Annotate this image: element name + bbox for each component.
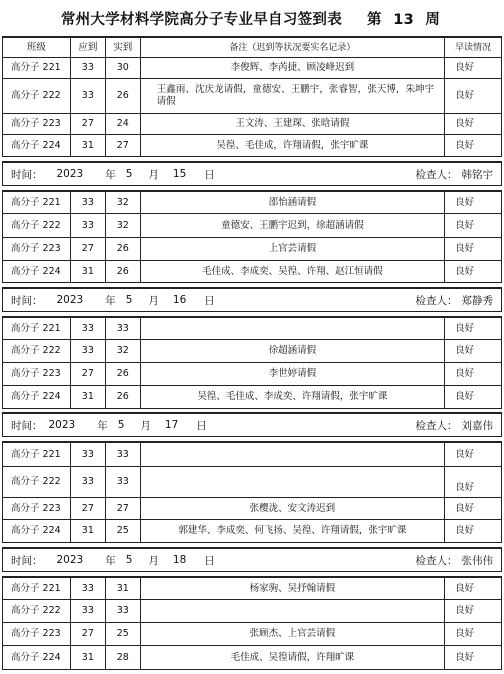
table-row <box>2 238 502 261</box>
note-cell: 李俊辉、李芮捷、顾凌峰迟到 <box>141 58 445 79</box>
class-cell: 高分子 223 <box>3 498 71 520</box>
class-cell: 高分子 221 <box>3 318 71 340</box>
actual-cell: 32 <box>106 214 141 238</box>
actual-cell: 32 <box>106 192 141 214</box>
note-cell: 毛佳成、吴徨请假，许翔旷课 <box>141 646 445 670</box>
month-value: 5 <box>117 419 125 431</box>
year-value: 2023 <box>56 294 84 306</box>
actual-cell: 26 <box>106 238 141 261</box>
class-cell: 高分子 224 <box>3 135 71 157</box>
actual-cell: 26 <box>106 386 141 409</box>
due-cell: 33 <box>71 192 106 214</box>
class-cell: 高分子 222 <box>3 600 71 623</box>
table-row <box>2 386 502 409</box>
due-cell: 31 <box>71 520 106 543</box>
header-status: 早读情况 <box>445 38 502 58</box>
date-inspector-row: 时间： 2023 年 5 月 18 日 检查人： 张伟伟 <box>2 547 502 572</box>
table-row <box>2 646 502 670</box>
week-label: 第 13 周 <box>367 11 441 28</box>
actual-cell: 25 <box>106 623 141 646</box>
table-row <box>2 498 502 520</box>
due-cell: 33 <box>71 467 106 498</box>
status-cell: 良好 <box>445 192 502 214</box>
table-row <box>2 135 502 157</box>
due-cell: 27 <box>71 623 106 646</box>
status-cell: 良好 <box>445 498 502 520</box>
status-cell: 良好 <box>445 600 502 623</box>
due-cell: 27 <box>71 114 106 135</box>
note-cell <box>141 600 445 623</box>
status-cell: 良好 <box>445 646 502 670</box>
due-cell: 31 <box>71 646 106 670</box>
year-value: 2023 <box>56 168 84 180</box>
note-cell: 童德安、王鹏宇迟到，徐超涵请假 <box>141 214 445 238</box>
class-cell: 高分子 222 <box>3 214 71 238</box>
class-cell: 高分子 223 <box>3 623 71 646</box>
table-row <box>2 623 502 646</box>
actual-cell: 26 <box>106 363 141 386</box>
table-row <box>2 467 502 498</box>
table-row <box>2 316 502 340</box>
day-value: 15 <box>172 168 187 180</box>
status-cell: 良好 <box>445 386 502 409</box>
class-cell: 高分子 223 <box>3 363 71 386</box>
status-cell: 良好 <box>445 135 502 157</box>
table-row <box>2 520 502 543</box>
table-row <box>2 114 502 135</box>
class-cell: 高分子 224 <box>3 261 71 283</box>
status-cell: 良好 <box>445 578 502 600</box>
status-cell: 良好 <box>445 261 502 283</box>
year-value: 2023 <box>48 419 76 431</box>
actual-cell: 24 <box>106 114 141 135</box>
class-cell: 高分子 222 <box>3 79 71 114</box>
class-cell: 高分子 223 <box>3 114 71 135</box>
due-cell: 33 <box>71 340 106 363</box>
inspector-name: 郑静秀 <box>461 294 493 307</box>
status-cell: 良好 <box>445 318 502 340</box>
note-cell: 徐超涵请假 <box>141 340 445 363</box>
class-cell: 高分子 224 <box>3 386 71 409</box>
status-cell: 良好 <box>445 467 502 498</box>
status-cell: 良好 <box>445 443 502 467</box>
actual-cell: 31 <box>106 578 141 600</box>
due-cell: 33 <box>71 58 106 79</box>
actual-cell: 25 <box>106 520 141 543</box>
sheet-title <box>0 0 504 36</box>
actual-cell: 33 <box>106 600 141 623</box>
table-row <box>2 58 502 79</box>
note-cell <box>141 467 445 498</box>
class-cell: 高分子 221 <box>3 192 71 214</box>
actual-cell: 33 <box>106 318 141 340</box>
status-cell: 良好 <box>445 238 502 261</box>
week-number: 13 <box>393 11 414 28</box>
status-cell: 良好 <box>445 340 502 363</box>
class-cell: 高分子 221 <box>3 443 71 467</box>
status-cell: 良好 <box>445 214 502 238</box>
due-cell: 33 <box>71 214 106 238</box>
date-inspector-row: 时间： 2023 年 5 月 17 日 检查人： 刘嘉伟 <box>2 412 502 437</box>
due-cell: 27 <box>71 363 106 386</box>
class-cell: 高分子 224 <box>3 520 71 543</box>
day-value: 16 <box>172 294 187 306</box>
date-inspector-row: 时间： 2023 年 5 月 16 日 检查人： 郑静秀 <box>2 287 502 312</box>
note-cell: 上官芸请假 <box>141 238 445 261</box>
status-cell: 良好 <box>445 58 502 79</box>
due-cell: 33 <box>71 318 106 340</box>
actual-cell: 26 <box>106 261 141 283</box>
class-cell: 高分子 222 <box>3 340 71 363</box>
actual-cell: 32 <box>106 340 141 363</box>
table-row <box>2 441 502 467</box>
note-cell: 毛佳成、李成奕、吴徨、许翔、赵江恒请假 <box>141 261 445 283</box>
inspector-name: 刘嘉伟 <box>461 419 493 432</box>
class-cell: 高分子 224 <box>3 646 71 670</box>
header-due: 应到 <box>71 38 106 58</box>
note-cell: 王鑫雨、沈庆龙请假，童德安、王鹏宇，张睿智，张天博，朱坤宇请假 <box>141 79 445 114</box>
note-cell: 邵怡涵请假 <box>141 192 445 214</box>
table-row <box>2 340 502 363</box>
date-inspector-row: 时间： 2023 年 5 月 15 日 检查人： 韩铭宇 <box>2 161 502 186</box>
actual-cell: 30 <box>106 58 141 79</box>
actual-cell: 26 <box>106 79 141 114</box>
actual-cell: 28 <box>106 646 141 670</box>
due-cell: 33 <box>71 79 106 114</box>
note-cell: 吴徨、毛佳成、李成奕、许翔请假，张宇旷课 <box>141 386 445 409</box>
note-cell: 王文涛、王建琛、张晗请假 <box>141 114 445 135</box>
due-cell: 27 <box>71 238 106 261</box>
table-header <box>2 36 502 58</box>
status-cell: 良好 <box>445 79 502 114</box>
day-value: 18 <box>172 554 187 566</box>
note-cell: 吴徨、毛佳成，许翔请假，张宇旷课 <box>141 135 445 157</box>
note-cell <box>141 443 445 467</box>
header-class: 班级 <box>3 38 71 58</box>
due-cell: 27 <box>71 498 106 520</box>
actual-cell: 33 <box>106 467 141 498</box>
note-cell <box>141 318 445 340</box>
class-cell: 高分子 221 <box>3 578 71 600</box>
day-value: 17 <box>164 419 179 431</box>
due-cell: 33 <box>71 578 106 600</box>
table-row <box>2 600 502 623</box>
actual-cell: 33 <box>106 443 141 467</box>
actual-cell: 27 <box>106 135 141 157</box>
note-cell: 张樱泷、安文涛迟到 <box>141 498 445 520</box>
header-actual: 实到 <box>106 38 141 58</box>
year-value: 2023 <box>56 554 84 566</box>
actual-cell: 27 <box>106 498 141 520</box>
due-cell: 33 <box>71 600 106 623</box>
inspector-name: 韩铭宇 <box>461 168 493 181</box>
status-cell: 良好 <box>445 520 502 543</box>
table-row <box>2 576 502 600</box>
status-cell: 良好 <box>445 363 502 386</box>
note-cell: 郭建华、李成奕、何飞扬、吴徨、许翔请假，张宇旷课 <box>141 520 445 543</box>
table-row <box>2 261 502 283</box>
due-cell: 31 <box>71 261 106 283</box>
table-row <box>2 190 502 214</box>
status-cell: 良好 <box>445 114 502 135</box>
table-row <box>2 79 502 114</box>
month-value: 5 <box>125 554 133 566</box>
month-value: 5 <box>125 168 133 180</box>
note-cell: 杨家驹、吴抒翰请假 <box>141 578 445 600</box>
title-text: 常州大学材料学院高分子专业早自习签到表 <box>60 11 343 28</box>
table-row <box>2 214 502 238</box>
table-row <box>2 363 502 386</box>
inspector-name: 张伟伟 <box>461 554 493 567</box>
class-cell: 高分子 222 <box>3 467 71 498</box>
due-cell: 31 <box>71 135 106 157</box>
note-cell: 李世婷请假 <box>141 363 445 386</box>
note-cell: 张顾杰、上官芸请假 <box>141 623 445 646</box>
header-note: 备注（迟到等状况要实名记录） <box>141 38 445 58</box>
month-value: 5 <box>125 294 133 306</box>
class-cell: 高分子 221 <box>3 58 71 79</box>
status-cell: 良好 <box>445 623 502 646</box>
due-cell: 33 <box>71 443 106 467</box>
class-cell: 高分子 223 <box>3 238 71 261</box>
due-cell: 31 <box>71 386 106 409</box>
